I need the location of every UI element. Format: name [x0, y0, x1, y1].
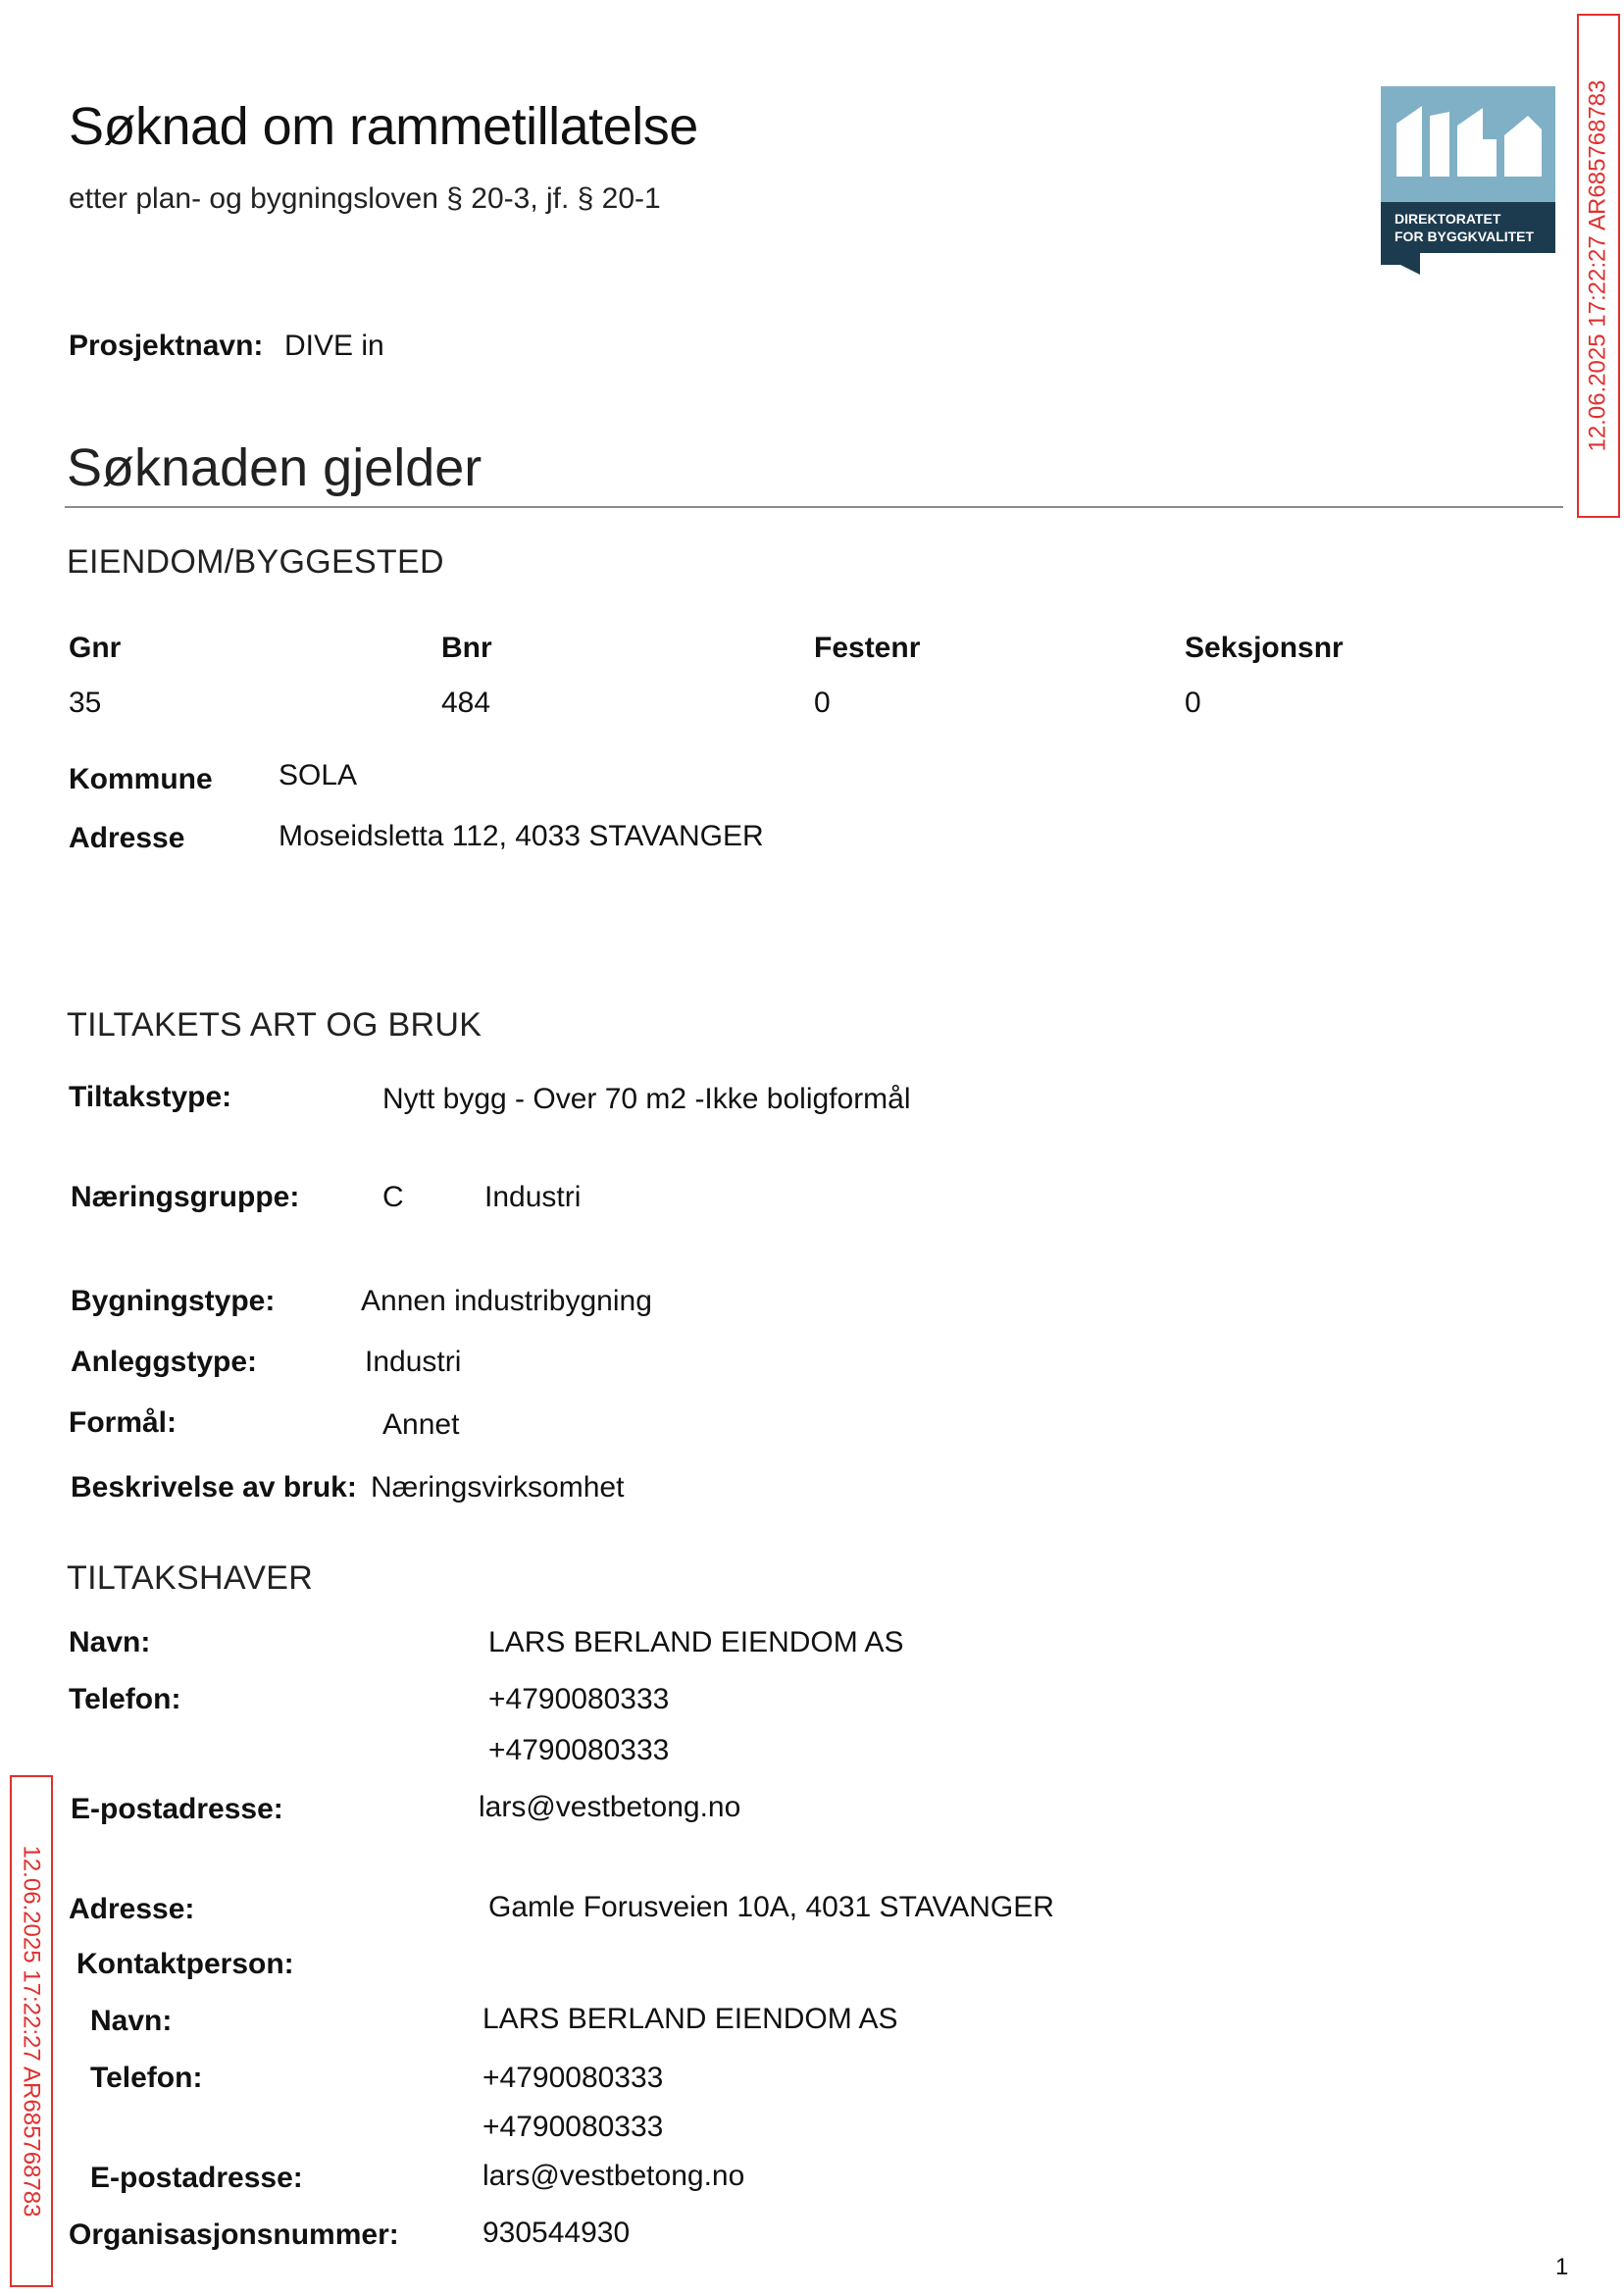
tiltakshaver-epost-label: E-postadresse:: [71, 1793, 283, 1825]
tiltakstype-label: Tiltakstype:: [69, 1081, 232, 1113]
kontaktperson-epost-label: E-postadresse:: [90, 2162, 303, 2194]
stamp-top-right: [1577, 14, 1620, 518]
tiltakshaver-adresse-value: Gamle Forusveien 10A, 4031 STAVANGER: [488, 1891, 1054, 1923]
tiltakshaver-telefon-label: Telefon:: [69, 1683, 181, 1715]
tiltakshaver-navn-label: Navn:: [69, 1626, 151, 1658]
anleggstype-value: Industri: [365, 1346, 462, 1378]
kontaktperson-telefon-label: Telefon:: [90, 2062, 203, 2094]
kontaktperson-telefon-value-1: +4790080333: [482, 2062, 664, 2094]
beskrivelse-label: Beskrivelse av bruk:: [71, 1471, 357, 1504]
orgnr-value: 930544930: [482, 2217, 631, 2249]
kommune-value: SOLA: [279, 759, 358, 791]
project-value: DIVE in: [284, 330, 384, 362]
kontaktperson-navn-value: LARS BERLAND EIENDOM AS: [482, 2003, 898, 2035]
tiltakshaver-telefon-value-2: +4790080333: [488, 1734, 670, 1766]
tiltakshaver-adresse-label: Adresse:: [69, 1893, 195, 1925]
section-heading: Søknaden gjelder: [67, 438, 482, 497]
document-title: Søknad om rammetillatelse: [69, 97, 698, 156]
naeringsgruppe-label: Næringsgruppe:: [71, 1181, 300, 1213]
naeringsgruppe-code: C: [382, 1181, 404, 1213]
gnr-label: Gnr: [69, 632, 122, 664]
tiltak-heading: TILTAKETS ART OG BRUK: [67, 1006, 482, 1044]
kontaktperson-epost-value: lars@vestbetong.no: [482, 2160, 745, 2192]
tiltakstype-value: Nytt bygg - Over 70 m2 -Ikke boligformål: [382, 1083, 911, 1115]
festenr-label: Festenr: [814, 632, 921, 664]
stamp-bottom-left: [10, 1775, 53, 2287]
adresse-label: Adresse: [69, 822, 185, 854]
tiltakshaver-heading: TILTAKSHAVER: [67, 1559, 314, 1597]
anleggstype-label: Anleggstype:: [71, 1346, 258, 1378]
seksjonsnr-label: Seksjonsnr: [1185, 632, 1344, 664]
stamp-text: 12.06.2025 17:22:27 AR685768783: [1585, 79, 1611, 452]
logo-line1: DIREKTORATET: [1395, 211, 1501, 227]
dibk-logo: [1381, 86, 1555, 275]
kontaktperson-telefon-value-2: +4790080333: [482, 2111, 664, 2143]
bygningstype-value: Annen industribygning: [361, 1285, 652, 1317]
page-number: 1: [1555, 2254, 1569, 2280]
kontaktperson-label: Kontaktperson:: [76, 1948, 294, 1980]
formal-value: Annet: [382, 1408, 460, 1441]
tiltakshaver-telefon-value-1: +4790080333: [488, 1683, 670, 1715]
bnr-value: 484: [441, 687, 491, 719]
orgnr-label: Organisasjonsnummer:: [69, 2218, 399, 2251]
bnr-label: Bnr: [441, 632, 492, 664]
gnr-value: 35: [69, 687, 102, 719]
stamp-text: 12.06.2025 17:22:27 AR685768783: [19, 1845, 45, 2218]
kommune-label: Kommune: [69, 763, 213, 795]
formal-label: Formål:: [69, 1406, 178, 1439]
kontaktperson-navn-label: Navn:: [90, 2005, 173, 2037]
beskrivelse-value: Næringsvirksomhet: [371, 1471, 625, 1504]
document-subtitle: etter plan- og bygningsloven § 20-3, jf. § 20-1: [69, 182, 661, 215]
dibk-logo-icon: [1381, 86, 1555, 275]
seksjonsnr-value: 0: [1185, 687, 1201, 719]
logo-line2: FOR BYGGKVALITET: [1395, 229, 1535, 244]
tiltakshaver-navn-value: LARS BERLAND EIENDOM AS: [488, 1626, 904, 1658]
project-label: Prosjektnavn:: [69, 330, 264, 362]
naeringsgruppe-value: Industri: [484, 1181, 582, 1213]
bygningstype-label: Bygningstype:: [71, 1285, 276, 1317]
eiendom-heading: EIENDOM/BYGGESTED: [67, 543, 444, 581]
tiltakshaver-epost-value: lars@vestbetong.no: [479, 1791, 741, 1823]
adresse-value: Moseidsletta 112, 4033 STAVANGER: [279, 820, 764, 852]
section-divider: [65, 506, 1563, 508]
festenr-value: 0: [814, 687, 831, 719]
